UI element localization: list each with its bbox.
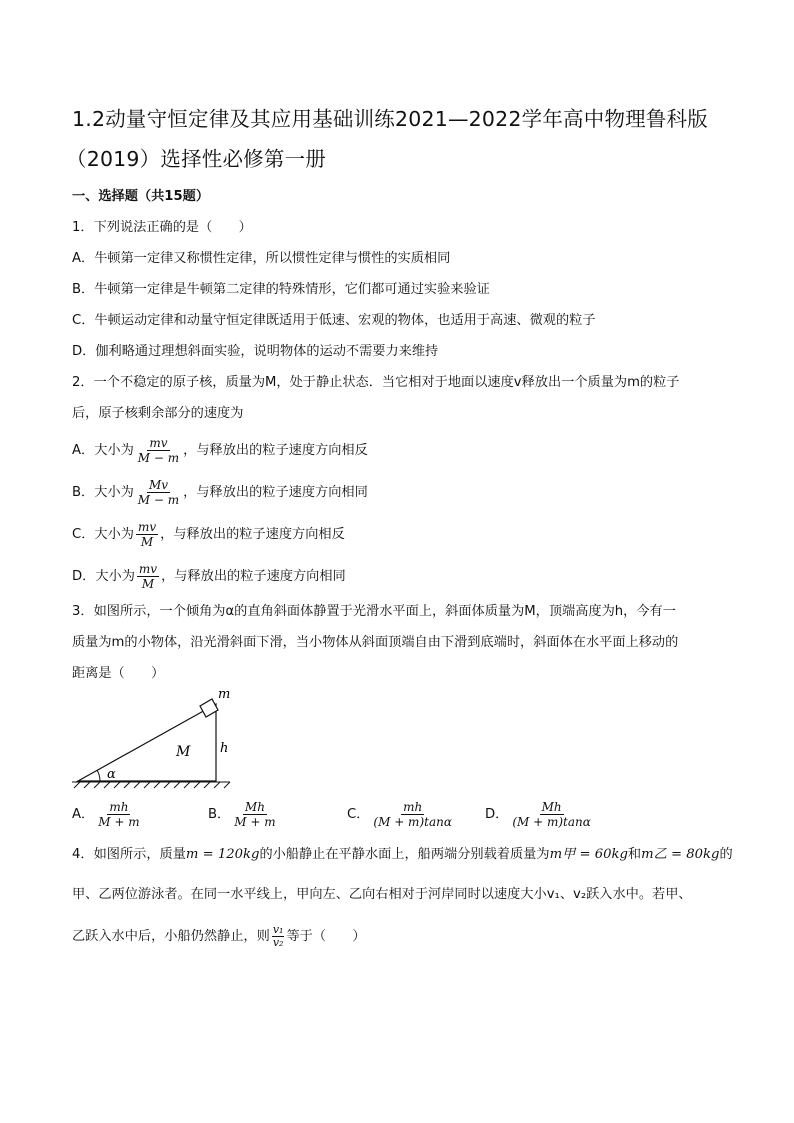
q3-option-a-fraction	[96, 800, 141, 829]
q2-option-b-suffix: ，与释放出的粒子速度方向相同	[183, 484, 368, 500]
q3-option-a	[72, 800, 144, 829]
q4-stem-line1	[72, 846, 732, 864]
q3-option-d	[485, 800, 595, 829]
fraction-numerator: mv	[137, 520, 157, 534]
q3-stem-line2: 质量为m的小物体，沿光滑斜面下滑，当小物体从斜面顶端自由下滑到底端时，斜面体在水平面上移动的	[72, 635, 679, 650]
fraction-numerator: mh	[109, 800, 129, 814]
q4-stem-text-a: 4．如图所示，质量	[72, 847, 186, 862]
q4-stem-text-c: 和	[627, 847, 642, 862]
fraction-denominator: M	[141, 577, 155, 591]
label-M: M	[176, 744, 191, 760]
q1-option-a: A．牛顿第一定律又称惯性定律，所以惯性定律与惯性的实质相同	[72, 251, 451, 266]
incline-figure	[70, 684, 240, 792]
section-heading: 一、选择题（共15题）	[72, 189, 210, 204]
q2-option-c-fraction	[136, 520, 158, 549]
q4-boat-mass: m = 120kg	[185, 847, 260, 862]
q1-option-b: B．牛顿第一定律是牛顿第二定律的特殊情形，它们都可通过实验来验证	[72, 282, 490, 297]
q2-option-c	[72, 520, 345, 549]
q3-option-b-fraction	[232, 800, 277, 829]
q2-stem-line1: 2．一个不稳定的原子核，质量为M，处于静止状态．当它相对于地面以速度v释放出一个质量为m的粒子	[72, 375, 680, 390]
fraction-denominator: (M + m)tanα	[512, 815, 591, 829]
q4-stem-text-e: 乙跃入水中后，小船仍然静止，则	[72, 928, 270, 944]
ratio-numerator: v₁	[272, 923, 284, 936]
q4-stem-line2: 甲、乙两位游泳者。在同一水平线上，甲向左、乙向右相对于河岸同时以速度大小v₁、v₂跃入水中。若甲、	[72, 887, 692, 902]
label-m: m	[218, 687, 231, 702]
q3-option-d-prefix: D．	[485, 806, 509, 822]
fraction-numerator: mh	[403, 800, 423, 814]
q2-option-a-prefix: A．大小为	[72, 442, 134, 458]
fraction-numerator: Mh	[244, 800, 265, 814]
q2-option-b	[72, 478, 368, 507]
q2-option-b-prefix: B．大小为	[72, 484, 134, 500]
q1-stem: 1．下列说法正确的是（ ）	[72, 220, 252, 235]
document-title-line2: （2019）选择性必修第一册	[66, 147, 326, 171]
q3-option-d-fraction	[510, 800, 593, 829]
fraction-denominator: M + m	[98, 815, 140, 829]
small-block	[200, 699, 218, 717]
q4-swimmer-a-mass: m甲 = 60kg	[549, 847, 628, 862]
q2-option-a	[72, 436, 368, 465]
q2-option-c-prefix: C．大小为	[72, 526, 134, 542]
q2-stem-line2: 后，原子核剩余部分的速度为	[72, 406, 244, 421]
fraction-denominator: (M + m)tanα	[373, 815, 452, 829]
fraction-numerator: mv	[138, 562, 158, 576]
q3-option-c-prefix: C．	[347, 806, 370, 822]
document-title-line1: 1.2动量守恒定律及其应用基础训练2021—2022学年高中物理鲁科版	[72, 107, 708, 131]
q2-option-c-suffix: ，与释放出的粒子速度方向相反	[160, 526, 345, 542]
q2-option-d	[72, 562, 346, 591]
q3-stem-line3: 距离是（ ）	[72, 666, 165, 681]
q3-option-b	[208, 800, 280, 829]
ground-hatching	[72, 782, 230, 788]
q4-stem-text-b: 的小船静止在平静水面上，船两端分别载着质量为	[259, 847, 550, 862]
q3-option-b-prefix: B．	[208, 806, 231, 822]
q3-option-a-prefix: A．	[72, 806, 95, 822]
q2-option-d-fraction	[137, 562, 159, 591]
q2-option-a-fraction	[136, 436, 181, 465]
q2-option-b-fraction	[136, 478, 181, 507]
q3-option-c	[347, 800, 456, 829]
q2-option-d-prefix: D．大小为	[72, 568, 135, 584]
label-alpha: α	[107, 767, 116, 782]
q3-option-c-fraction	[371, 800, 454, 829]
fraction-denominator: M + m	[234, 815, 276, 829]
ratio-denominator: v₂	[272, 936, 284, 949]
fraction-denominator: M	[140, 535, 154, 549]
fraction-numerator: Mh	[541, 800, 562, 814]
fraction-numerator: mv	[149, 436, 168, 450]
q3-stem-line1: 3．如图所示，一个倾角为α的直角斜面体静置于光滑水平面上，斜面体质量为M，顶端高度为h，今有一	[72, 604, 676, 619]
fraction-numerator: Mv	[148, 478, 169, 492]
q4-swimmer-b-mass: m乙 = 80kg	[641, 847, 720, 862]
q1-option-c: C．牛顿运动定律和动量守恒定律既适用于低速、宏观的物体，也适用于高速、微观的粒子	[72, 313, 596, 328]
q4-stem-line3	[72, 924, 732, 949]
q2-option-d-suffix: ，与释放出的粒子速度方向相同	[161, 568, 346, 584]
angle-arc	[97, 770, 100, 781]
fraction-denominator: M − m	[137, 451, 180, 465]
q4-stem-text-d: 的	[719, 847, 733, 862]
q2-option-a-suffix: ，与释放出的粒子速度方向相反	[183, 442, 368, 458]
label-h: h	[220, 741, 229, 756]
fraction-denominator: M − m	[137, 493, 180, 507]
q4-velocity-ratio	[272, 924, 285, 949]
q4-stem-text-f: 等于（ ）	[286, 928, 366, 944]
q1-option-d: D．伽利略通过理想斜面实验，说明物体的运动不需要力来维持	[72, 344, 439, 359]
incline-wedge	[78, 704, 216, 781]
